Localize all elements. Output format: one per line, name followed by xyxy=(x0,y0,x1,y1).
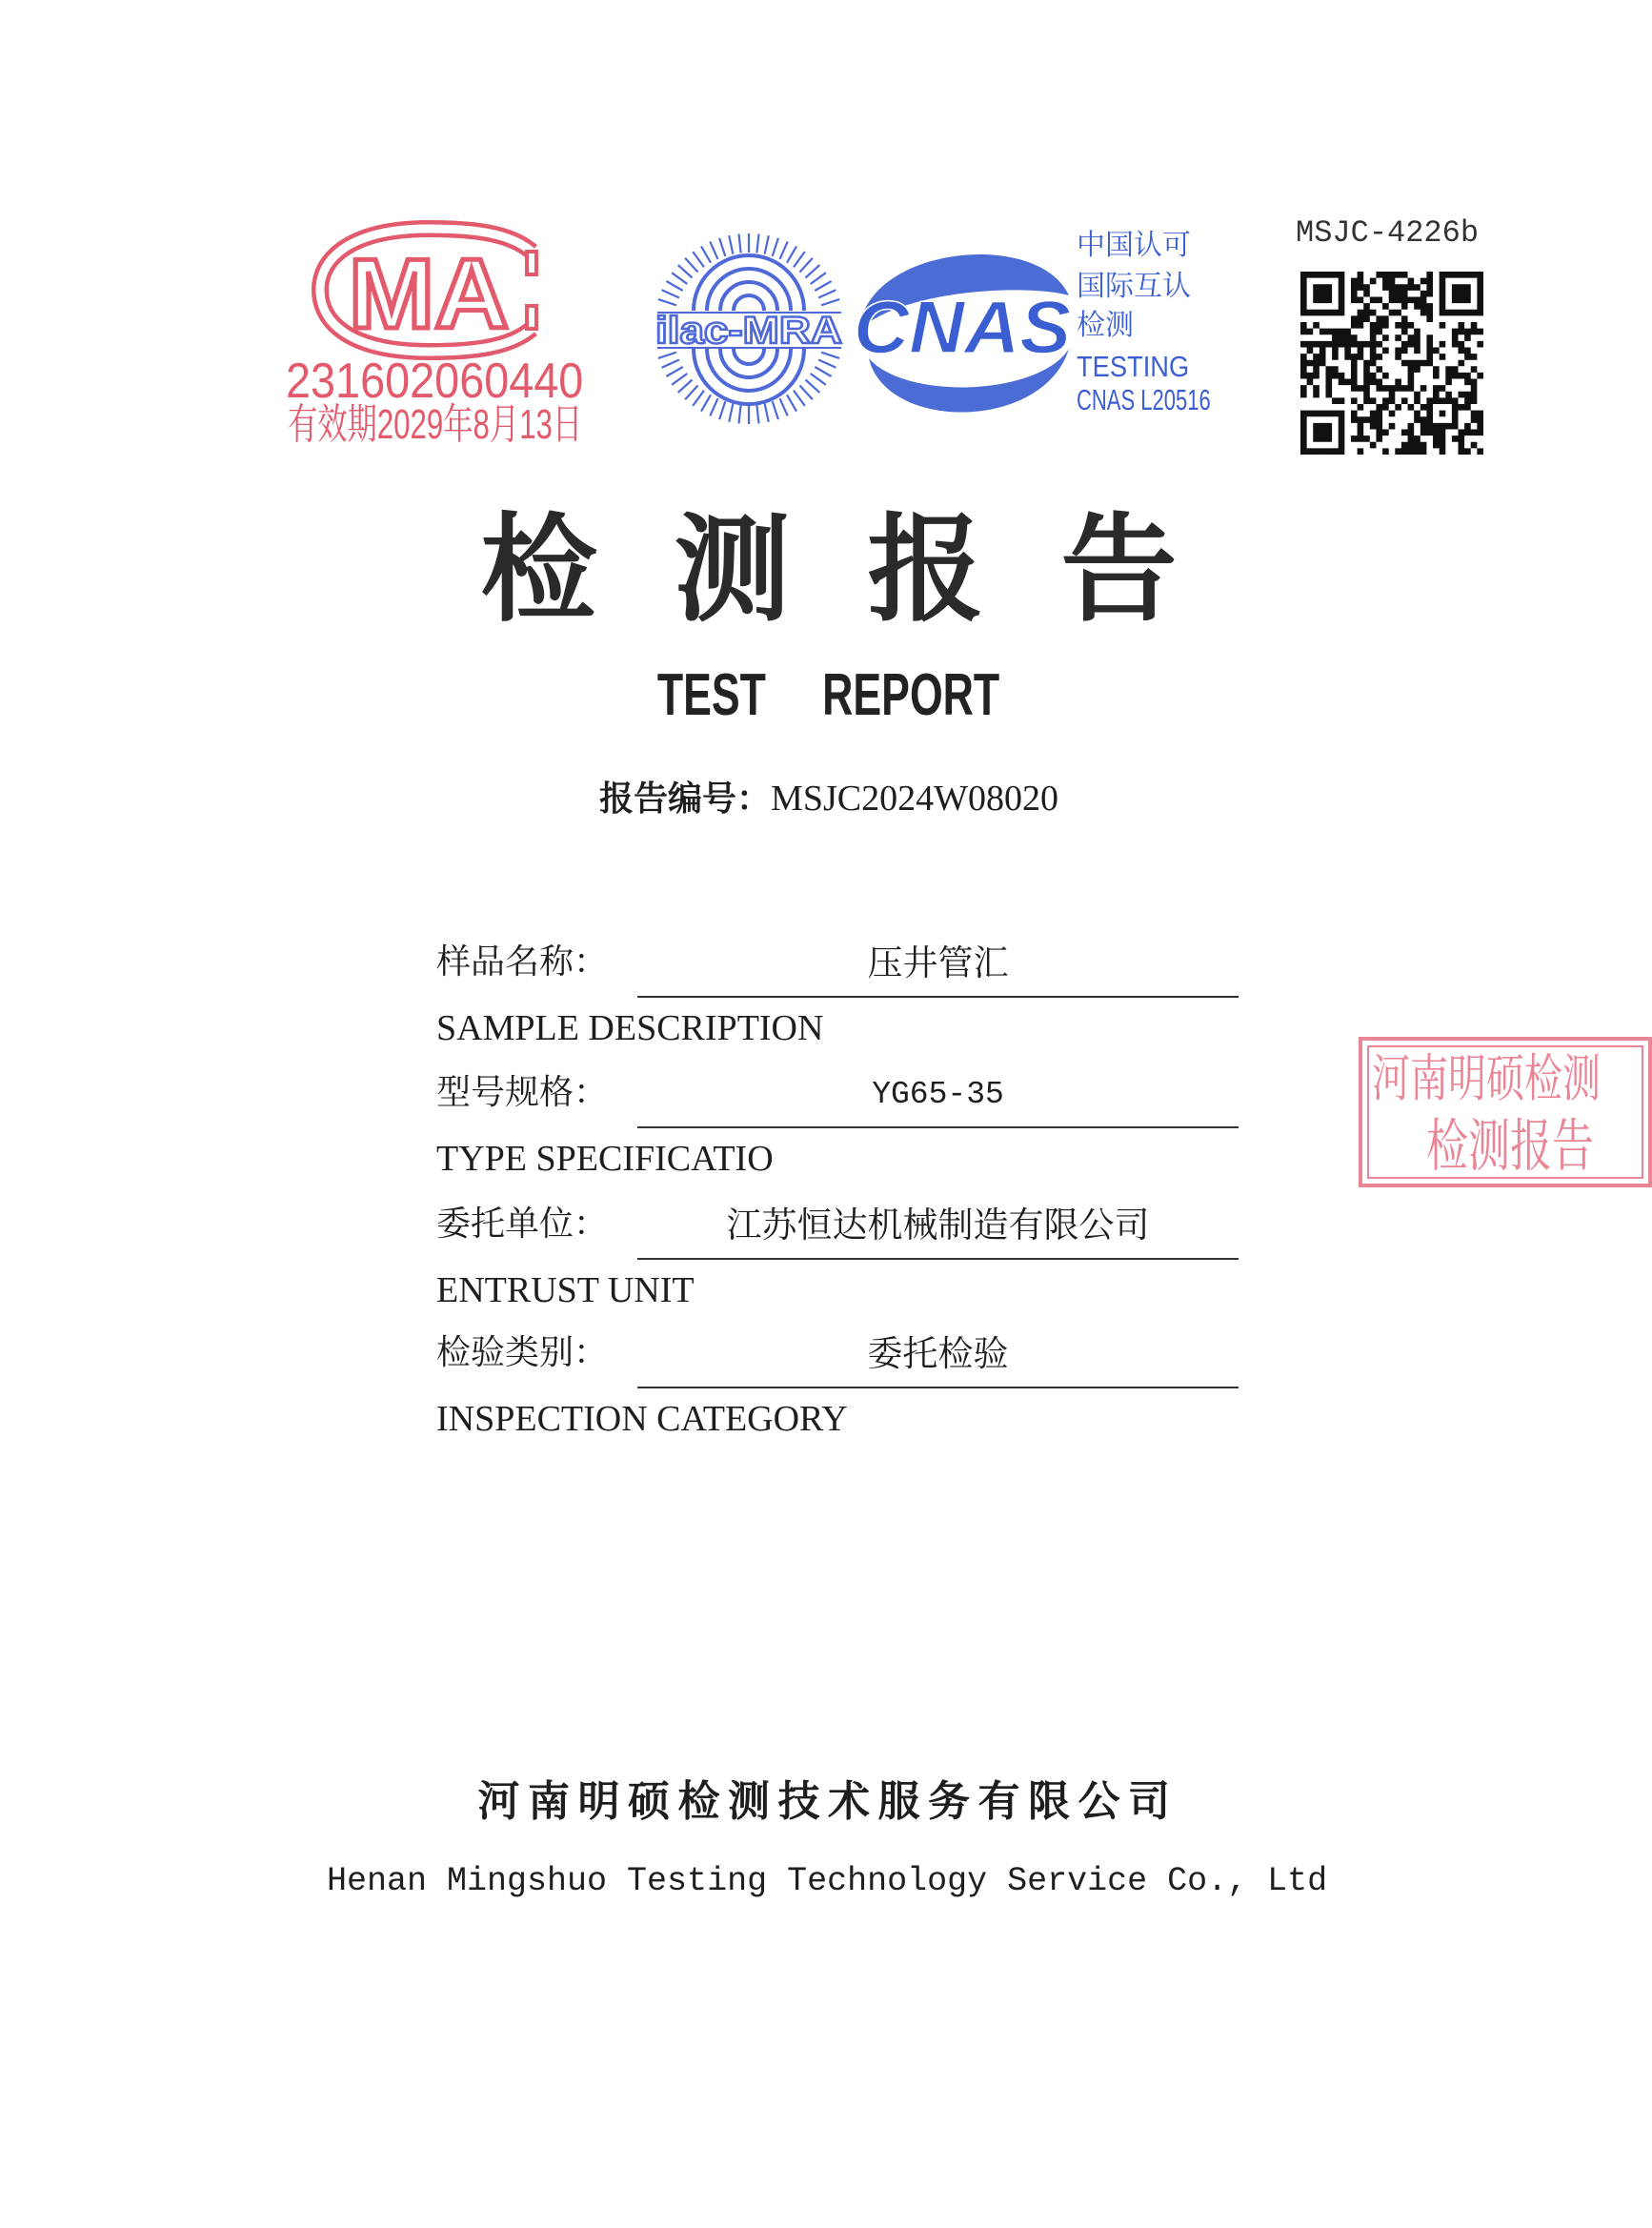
field-underline xyxy=(637,996,1239,998)
title-char: 测 xyxy=(674,500,791,638)
cma-validity: 有效期2029年8月13日 xyxy=(288,401,583,448)
cnas-logo-icon xyxy=(848,236,1077,419)
field-value: 江苏恒达机械制造有限公司 xyxy=(726,1205,1150,1246)
qr-code-icon xyxy=(1300,272,1483,455)
field-label-en: TYPE SPECIFICATIO xyxy=(436,1139,774,1179)
inspection-seal xyxy=(1359,1037,1601,1189)
seal-frame xyxy=(1359,1037,1652,1187)
document-code: MSJC-4226b xyxy=(1296,215,1480,251)
field-underline xyxy=(637,1126,1239,1128)
field-entrust-unit xyxy=(0,1207,1575,1322)
title-char: 报 xyxy=(867,500,984,638)
cnas-line-testing-cn: 检测 xyxy=(1077,309,1134,342)
report-number-value: MSJC2024W08020 xyxy=(771,779,1058,819)
field-label-cn: 型号规格： xyxy=(436,1073,609,1112)
field-label-en: ENTRUST UNIT xyxy=(436,1270,695,1310)
ilac-logo-text: ilac-MRA xyxy=(655,310,842,352)
field-value: YG65-35 xyxy=(872,1077,1004,1112)
field-label-en: INSPECTION CATEGORY xyxy=(436,1399,848,1439)
field-label-cn: 委托单位： xyxy=(436,1205,609,1244)
cnas-line-number: CNAS L20516 xyxy=(1077,383,1211,416)
title-char: 告 xyxy=(1060,500,1178,638)
field-label-cn: 检验类别： xyxy=(436,1333,609,1372)
title-char: 检 xyxy=(480,500,597,638)
cma-logo-text: MA xyxy=(349,239,509,350)
company-name-en: Henan Mingshuo Testing Technology Service Co., Ltd xyxy=(327,1862,1328,1900)
report-number xyxy=(534,780,1124,817)
cnas-line-china-accreditation: 中国认可 xyxy=(1077,229,1191,262)
cma-number: 231602060440 xyxy=(286,354,584,409)
title-english-wrap xyxy=(534,662,1124,728)
report-number-label: 报告编号： xyxy=(599,780,772,819)
field-sample-description xyxy=(0,942,1575,1060)
cnas-logo-text: CNAS xyxy=(854,285,1071,369)
page-title xyxy=(479,500,1179,638)
field-inspection-category xyxy=(0,1333,1575,1450)
cnas-line-mutual-recognition: 国际互认 xyxy=(1077,270,1191,303)
title-english: TEST REPORT xyxy=(657,662,1000,728)
ilac-mra-logo-icon xyxy=(652,227,847,432)
cnas-line-testing-en: TESTING xyxy=(1077,350,1190,383)
seal-line-1: 河南明硕检测 xyxy=(1372,1050,1601,1109)
seal-line-2: 检测报告 xyxy=(1426,1113,1594,1180)
field-value: 压井管汇 xyxy=(867,942,1009,983)
field-underline xyxy=(637,1387,1239,1388)
cma-logo-icon xyxy=(305,221,553,359)
company-name-cn: 河南明硕检测技术服务有限公司 xyxy=(477,1777,1179,1826)
field-value: 委托检验 xyxy=(867,1333,1009,1374)
field-label-cn: 样品名称： xyxy=(436,942,609,982)
field-underline xyxy=(637,1258,1239,1260)
field-label-en: SAMPLE DESCRIPTION xyxy=(436,1008,824,1048)
